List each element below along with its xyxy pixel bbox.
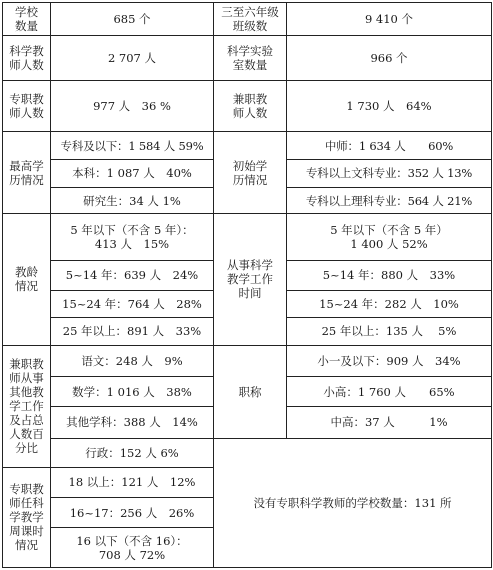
table-row xyxy=(3,3,492,36)
school-count-label: 学校 数量 xyxy=(3,3,51,36)
science-teaching-years-item: 25 年以上：135 人 5% xyxy=(287,318,492,345)
science-teaching-years-item: 5~14 年：880 人 33% xyxy=(287,260,492,290)
science-teaching-years-label: 从事科学 教学工作 时间 xyxy=(214,214,287,345)
education-item: 研究生：34 人 1% xyxy=(51,187,214,213)
teaching-years-item: 5 年以下（不含 5 年）： 413 人 15% xyxy=(51,214,214,260)
parttime-item: 语文：248 人 9% xyxy=(51,345,214,376)
school-count-value: 685 个 xyxy=(51,3,214,36)
parttime-item: 数学：1 016 人 38% xyxy=(51,376,214,406)
class-count-label: 三至六年级 班级数 xyxy=(214,3,287,36)
weekly-hours-label: 专职教 师任科 学教学 周课时 情况 xyxy=(3,467,51,567)
initial-education-item: 专科以上理科专业：564 人 21% xyxy=(287,187,492,213)
initial-education-item: 中师：1 634 人 60% xyxy=(287,132,492,159)
table-row xyxy=(3,80,492,132)
statistics-table xyxy=(2,2,492,568)
parttime-item: 行政：152 人 6% xyxy=(51,438,214,467)
teaching-years-item: 15~24 年：764 人 28% xyxy=(51,291,214,318)
education-item: 本科：1 087 人 40% xyxy=(51,159,214,187)
lab-count-label: 科学实验 室数量 xyxy=(214,36,287,80)
science-teaching-years-item: 5 年以下（不含 5 年） 1 400 人 52% xyxy=(287,214,492,260)
schools-without-fulltime-teacher: 没有专职科学教师的学校数量：131 所 xyxy=(214,438,492,567)
table-row xyxy=(3,438,492,467)
title-rank-item: 小一及以下：909 人 34% xyxy=(287,345,492,376)
science-teacher-count-value: 2 707 人 xyxy=(51,36,214,80)
table-row xyxy=(3,214,492,260)
teaching-years-label: 教龄 情况 xyxy=(3,214,51,345)
highest-education-label: 最高学 历情况 xyxy=(3,132,51,214)
weekly-hours-item: 16~17：256 人 26% xyxy=(51,498,214,528)
table-row xyxy=(3,36,492,80)
table-row xyxy=(3,345,492,376)
fulltime-teacher-value: 977 人 36 % xyxy=(51,80,214,132)
teaching-years-item: 5~14 年：639 人 24% xyxy=(51,260,214,290)
initial-education-item: 专科以上文科专业：352 人 13% xyxy=(287,159,492,187)
initial-education-label: 初始学 历情况 xyxy=(214,132,287,214)
lab-count-value: 966 个 xyxy=(287,36,492,80)
science-teaching-years-item: 15~24 年：282 人 10% xyxy=(287,291,492,318)
teaching-years-item: 25 年以上：891 人 33% xyxy=(51,318,214,345)
fulltime-teacher-label: 专职教 师人数 xyxy=(3,80,51,132)
table-row xyxy=(3,132,492,159)
title-rank-item: 中高：37 人 1% xyxy=(287,407,492,438)
weekly-hours-item: 16 以下（不含 16）： 708 人 72% xyxy=(51,528,214,568)
education-item: 专科及以下：1 584 人 59% xyxy=(51,132,214,159)
parttime-item: 其他学科：388 人 14% xyxy=(51,407,214,438)
science-teacher-count-label: 科学教 师人数 xyxy=(3,36,51,80)
parttime-teacher-label: 兼职教 师人数 xyxy=(214,80,287,132)
parttime-teacher-value: 1 730 人 64% xyxy=(287,80,492,132)
title-rank-label: 职称 xyxy=(214,345,287,438)
class-count-value: 9 410 个 xyxy=(287,3,492,36)
parttime-other-work-label: 兼职教 师从事 其他教 学工作 及占总 人数百 分比 xyxy=(3,345,51,467)
weekly-hours-item: 18 以上：121 人 12% xyxy=(51,467,214,497)
title-rank-item: 小高：1 760 人 65% xyxy=(287,376,492,406)
